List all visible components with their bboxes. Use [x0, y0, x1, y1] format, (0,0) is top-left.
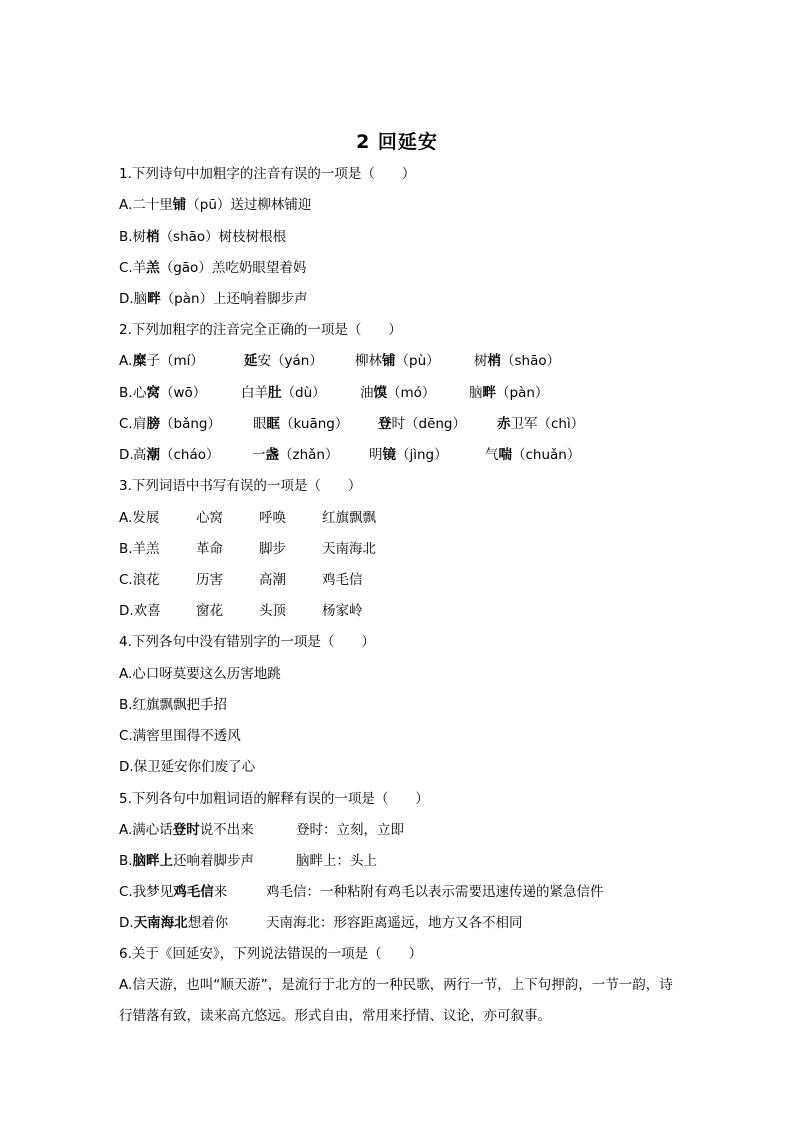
q1-stem: 1.下列诗句中加粗字的注音有误的一项是（ ） [119, 166, 416, 182]
q1-option-d: D.脑畔（pàn）上还响着脚步声 [119, 291, 308, 307]
q4-option-d: D.保卫延安你们废了心 [119, 759, 256, 775]
q5-option-c-sentence: C.我梦见鸡毛信来 [119, 884, 228, 900]
q2-row-c-item-3: 登时（dēng） [378, 416, 467, 432]
q4-option-a: A.心口呀莫要这么历害地跳 [119, 666, 281, 682]
q3-row-d-word-4: 杨家岭 [322, 603, 363, 619]
q5-option-c-explanation: 鸡毛信：一种粘附有鸡毛以表示需要迅速传递的紧急信件 [266, 884, 604, 900]
q5-option-b-sentence: B.脑畔上还响着脚步声 [119, 853, 255, 869]
q2-row-b-label: B. [119, 385, 133, 401]
q2-row-a-item-1: 糜子（mí） [133, 353, 204, 369]
q2-row-b-item-1: 心窝（wō） [133, 385, 207, 401]
q3-row-a-word-1: A.发展 [119, 510, 160, 526]
q5-option-a-sentence: A.满心话登时说不出来 [119, 822, 254, 838]
q1-option-c: C.羊羔（gāo）羔吃奶眼望着妈 [119, 260, 307, 276]
q3-row-c-word-4: 鸡毛信 [322, 572, 363, 588]
q3-row-c-word-3: 高潮 [259, 572, 286, 588]
q3-row-d-word-3: 头顶 [259, 603, 286, 619]
q2-row-b-item-4: 脑畔（pàn） [469, 385, 549, 401]
page-title: 2 回延安 [356, 131, 438, 153]
q2-row-c-item-4: 赤卫军（chì） [497, 416, 585, 432]
q5-option-d-sentence: D.天南海北想着你 [119, 915, 229, 931]
q2-row-c-item-1: 肩膀（bǎng） [133, 416, 221, 432]
q2-row-a-item-4: 树梢（shāo） [474, 353, 561, 369]
q3-row-c-word-2: 历害 [196, 572, 223, 588]
q5-option-a-explanation: 登时：立刻，立即 [296, 822, 404, 838]
q2-row-c-label: C. [119, 416, 133, 432]
q5-option-d-explanation: 天南海北：形容距离遥远，地方又各不相同 [266, 915, 523, 931]
q2-row-d-item-1: 高潮（cháo） [133, 447, 220, 463]
q2-row-b-item-3: 油馍（mó） [360, 385, 436, 401]
q1-option-a: A.二十里铺（pū）送过柳林铺迎 [119, 197, 312, 213]
q2-row-c-item-2: 眼眶（kuāng） [253, 416, 349, 432]
q6-option-a: A.信天游，也叫“顺天游”，是流行于北方的一种民歌，两行一节，上下句押韵，一节一韵，诗行错落有致，读来高亢悠远。形式自由，常用来抒情、议论，亦可叙事。 [119, 977, 673, 1024]
q2-row-a-item-2: 延安（yán） [244, 353, 323, 369]
q3-row-b-word-1: B.羊羔 [119, 541, 160, 557]
q4-option-b: B.红旗飘飘把手招 [119, 697, 228, 713]
q3-row-b-word-4: 天南海北 [322, 541, 376, 557]
q2-row-a-item-3: 柳林铺（pù） [355, 353, 440, 369]
q3-stem: 3.下列词语中书写有误的一项是（ ） [119, 478, 362, 494]
q3-row-b-word-2: 革命 [196, 541, 223, 557]
q2-row-b-item-2: 白羊肚（dù） [241, 385, 326, 401]
q3-row-b-word-3: 脚步 [259, 541, 286, 557]
q3-row-c-word-1: C.浪花 [119, 572, 160, 588]
q2-row-d-item-4: 气喘（chuǎn） [485, 447, 581, 463]
q3-row-d-word-2: 窗花 [196, 603, 223, 619]
q2-row-d-label: D. [119, 447, 134, 463]
q2-row-d-item-2: 一盏（zhǎn） [252, 447, 339, 463]
q3-row-a-word-4: 红旗飘飘 [322, 510, 376, 526]
q2-row-a-label: A. [119, 353, 133, 369]
q5-option-b-explanation: 脑畔上：头上 [296, 853, 377, 869]
q1-option-b: B.树梢（shāo）树枝树根根 [119, 229, 287, 245]
q2-stem: 2.下列加粗字的注音完全正确的一项是（ ） [119, 322, 402, 338]
q6-stem: 6.关于《回延安》，下列说法错误的一项是（ ） [119, 946, 423, 962]
q2-row-d-item-3: 明镜（jìng） [369, 447, 448, 463]
q4-option-c: C.满窖里围得不透风 [119, 728, 241, 744]
q5-stem: 5.下列各句中加粗词语的解释有误的一项是（ ） [119, 791, 429, 807]
q4-stem: 4.下列各句中没有错别字的一项是（ ） [119, 634, 375, 650]
q3-row-a-word-3: 呼唤 [259, 510, 286, 526]
q3-row-d-word-1: D.欢喜 [119, 603, 161, 619]
q3-row-a-word-2: 心窝 [196, 510, 223, 526]
